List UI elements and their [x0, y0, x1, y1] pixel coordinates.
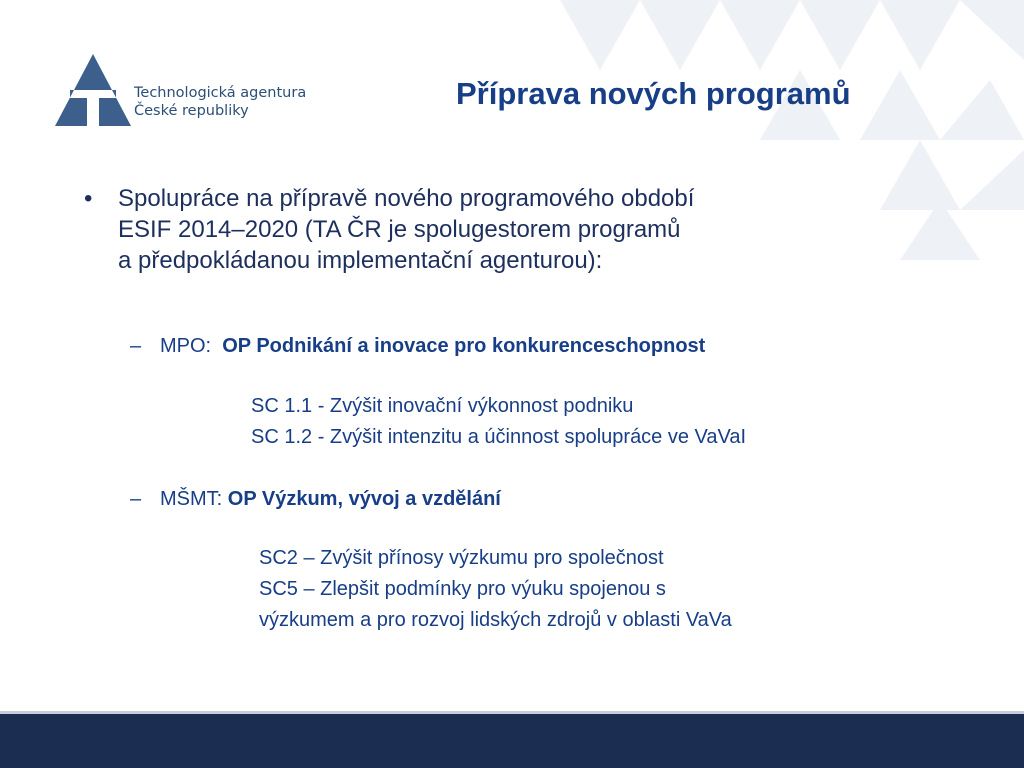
goal-item: výzkumem a pro rozvoj lidských zdrojů v oblasti VaVa: [259, 609, 732, 631]
logo-line-1: Technologická agentura: [134, 85, 307, 101]
dash-icon: –: [130, 335, 142, 357]
goal-item: SC2 – Zvýšit přínosy výzkumu pro společnost: [259, 547, 664, 569]
logo-line-2: České republiky: [134, 103, 249, 119]
sub-bullet-msmt: [130, 487, 501, 511]
goal-item: SC 1.1 - Zvýšit inovační výkonnost podniku: [251, 395, 634, 417]
logo: [50, 52, 350, 132]
main-bullet-line-3: a předpokládanou implementační agenturou):: [118, 247, 603, 274]
logo-triangle-icon: [50, 52, 140, 132]
sub-bullet-label: MPO:: [160, 335, 212, 357]
sub-bullet-mpo: [130, 334, 705, 358]
main-bullet-text: [118, 183, 978, 276]
goals-mpo: [251, 391, 746, 453]
page-title: Příprava nových programů: [456, 76, 851, 111]
bullet-dot-icon: •: [84, 185, 93, 212]
goal-item: SC 1.2 - Zvýšit intenzitu a účinnost spolupráce ve VaVaI: [251, 426, 747, 448]
logo-text: [134, 84, 306, 120]
program-name: OP Podnikání a inovace pro konkurenceschopnost: [222, 335, 706, 357]
goal-item: SC5 – Zlepšit podmínky pro výuku spojenou s: [259, 578, 666, 600]
main-bullet-line-1: Spolupráce na přípravě nového programového období: [118, 185, 695, 212]
main-bullet-line-2: ESIF 2014–2020 (TA ČR je spolugestorem programů: [118, 216, 681, 243]
goals-msmt: [259, 543, 732, 636]
footer-bar: [0, 714, 1024, 768]
sub-bullet-label: MŠMT:: [160, 488, 223, 510]
program-name: OP Výzkum, vývoj a vzdělání: [227, 488, 501, 510]
dash-icon: –: [130, 488, 142, 510]
